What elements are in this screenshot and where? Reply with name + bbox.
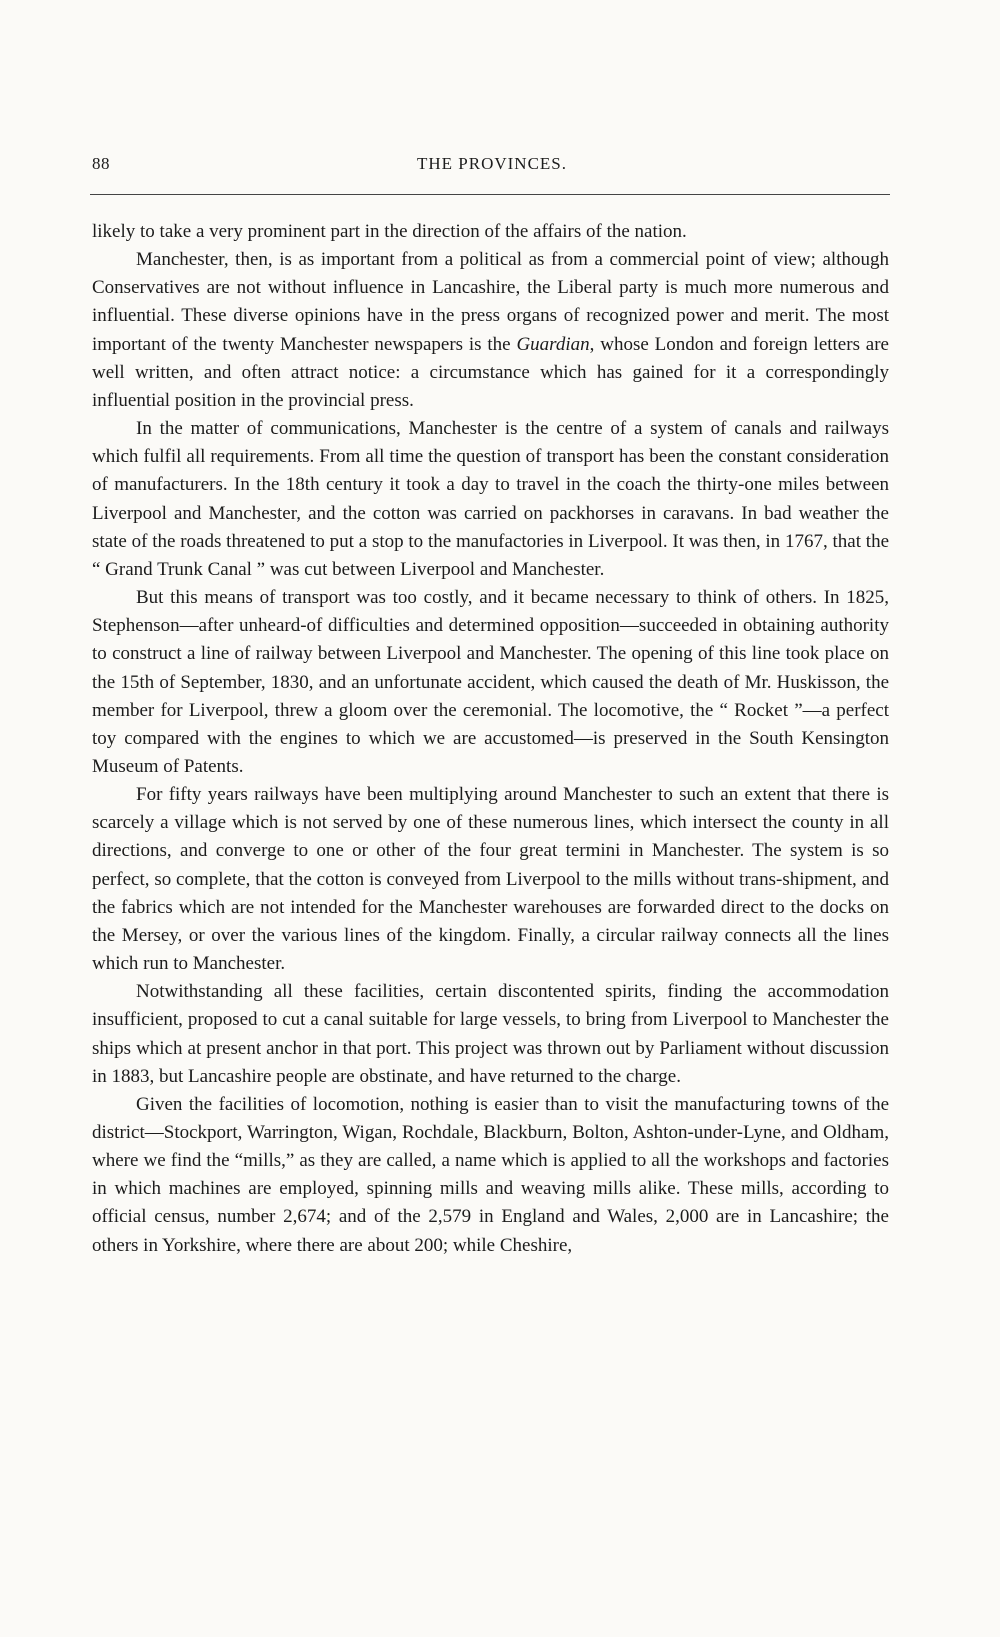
newspaper-title: Guardian (516, 333, 590, 355)
paragraph-railway-network: For fifty years railways have been multiplying around Manchester to such an extent that there is scarcely a village which is not served by one of these numerous lines, which intersect the county in all directions, and converge to one or other of the four great termini in Manchester. The system is so perfect, so complete, that the cotton is conveyed from Liverpool to the mills without trans-shipment, and the fabrics which are not intended for the Manchester warehouses are forwarded direct to the docks on the Mersey, or over the various lines of the kingdom. Finally, a circular railway connects all the lines which run to Manchester. (92, 784, 889, 975)
paragraph-mills: Given the facilities of locomotion, nothing is easier than to visit the manufacturing towns of the district—Stockport, Warrington, Wigan, Rochdale, Blackburn, Bolton, Ashton-under-Lyne, and Oldham, where we find the “mills,” as they are called, a name which is applied to all the workshops and factories in which machines are employed, spinning mills and weaving mills alike. These mills, according to official census, number 2,674; and of the 2,579 in England and Wales, 2,000 are in Lancashire; the others in Yorkshire, where there are about 200; while Cheshire, (92, 1093, 889, 1256)
running-head-title: THE PROVINCES. (416, 154, 567, 173)
running-head (92, 154, 892, 178)
paragraph-politics-press: Manchester, then, is as important from a political as from a commercial point of view; although Conservatives are not without influence in Lancashire, the Liberal party is much more numerous and influential. These diverse opinions have in the press organs of recognized power and merit. The most important of the twenty Manchester newspapers is the Guardian, whose London and foreign letters are well written, and often attract notice: a circumstance which has gained for it a correspondingly influential position in the provincial press. (92, 249, 889, 411)
body-text (92, 218, 889, 1260)
paragraph-continuation: likely to take a very prominent part in the direction of the affairs of the nation. (92, 221, 687, 242)
paragraph-ship-canal: Notwithstanding all these facilities, certain discontented spirits, finding the accommodation insufficient, proposed to cut a canal suitable for large vessels, to bring from Liverpool to Manchester the ships which at present anchor in that port. This project was thrown out by Parliament without discussion in 1883, but Lancashire people are obstinate, and have returned to the charge. (92, 981, 889, 1087)
paragraph-railway-origin: But this means of transport was too costly, and it became necessary to think of others. In 1825, Stephenson—after unheard-of difficulties and determined opposition—succeeded in obtaining authority to construct a line of railway between Liverpool and Manchester. The opening of this line took place on the 15th of September, 1830, and an unfortunate accident, which caused the death of Mr. Huskisson, the member for Liverpool, threw a gloom over the ceremonial. The locomotive, the “ Rocket ”—a perfect toy compared with the engines to which we are accustomed—is preserved in the South Kensington Museum of Patents. (92, 587, 889, 777)
paragraph-communications: In the matter of communications, Manchester is the centre of a system of canals and railways which fulfil all requirements. From all time the question of transport has been the constant consideration of manufacturers. In the 18th century it took a day to travel in the coach the thirty-one miles between Liverpool and Manchester, and the cotton was carried on packhorses in caravans. In bad weather the state of the roads threatened to put a stop to the manufactories in Liverpool. It was then, in 1767, that the “ Grand Trunk Canal ” was cut between Liverpool and Manchester. (92, 418, 889, 580)
page-number: 88 (92, 154, 110, 173)
header-rule (90, 194, 890, 195)
